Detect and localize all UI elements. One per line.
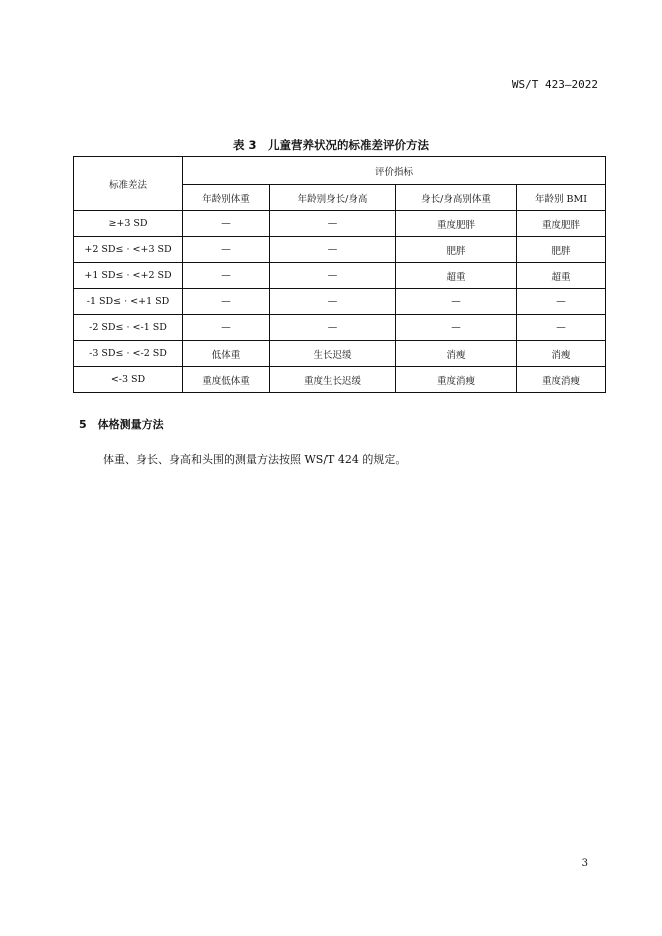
table-cell: — (183, 211, 270, 237)
table-body (74, 211, 606, 393)
table-cell: 重度消瘦 (396, 367, 517, 393)
row-header-cell: 标准差法 (74, 157, 183, 211)
table-row (74, 211, 606, 237)
column-header: 年龄别身长/身高 (270, 185, 396, 211)
table-cell: 重度肥胖 (517, 211, 606, 237)
page-number: 3 (581, 858, 588, 869)
table-row (74, 315, 606, 341)
table-cell: 消瘦 (396, 341, 517, 367)
table-cell: — (517, 315, 606, 341)
table-row (74, 263, 606, 289)
table-cell: 低体重 (183, 341, 270, 367)
row-label: -2 SD≤ · <-1 SD (74, 315, 183, 341)
table-caption: 表 3 儿童营养状况的标准差评价方法 (232, 138, 429, 152)
table-row (74, 367, 606, 393)
row-label: +1 SD≤ · <+2 SD (74, 263, 183, 289)
column-header: 年龄别 BMI (517, 185, 606, 211)
table-cell: 消瘦 (517, 341, 606, 367)
table-cell: — (270, 315, 396, 341)
group-header-cell: 评价指标 (183, 157, 606, 185)
table-cell: — (183, 263, 270, 289)
table-row (74, 341, 606, 367)
column-header: 身长/身高别体重 (396, 185, 517, 211)
evaluation-table (73, 156, 606, 393)
table-cell: — (396, 289, 517, 315)
table-cell: — (396, 315, 517, 341)
table-cell: — (183, 315, 270, 341)
table-cell: — (517, 289, 606, 315)
section-heading: 5 体格测量方法 (79, 418, 164, 431)
table-cell: 重度生长迟缓 (270, 367, 396, 393)
table-cell: — (183, 289, 270, 315)
table-cell: 超重 (396, 263, 517, 289)
column-header: 年龄别体重 (183, 185, 270, 211)
table-cell: — (183, 237, 270, 263)
table-cell: — (270, 289, 396, 315)
section-paragraph: 体重、身长、身高和头围的测量方法按照 WS/T 424 的规定。 (103, 453, 407, 466)
table-cell: — (270, 237, 396, 263)
row-label: -3 SD≤ · <-2 SD (74, 341, 183, 367)
table-row (74, 237, 606, 263)
table-cell: — (270, 263, 396, 289)
table-cell: 重度肥胖 (396, 211, 517, 237)
table-cell: 肥胖 (396, 237, 517, 263)
table-cell: — (270, 211, 396, 237)
table-cell: 重度低体重 (183, 367, 270, 393)
table-row (74, 289, 606, 315)
document-header: WS/T 423—2022 (511, 78, 598, 91)
table-cell: 生长迟缓 (270, 341, 396, 367)
table-cell: 超重 (517, 263, 606, 289)
table-cell: 肥胖 (517, 237, 606, 263)
row-label: -1 SD≤ · <+1 SD (74, 289, 183, 315)
row-label: +2 SD≤ · <+3 SD (74, 237, 183, 263)
row-label: <-3 SD (74, 367, 183, 393)
table-cell: 重度消瘦 (517, 367, 606, 393)
row-label: ≥+3 SD (74, 211, 183, 237)
